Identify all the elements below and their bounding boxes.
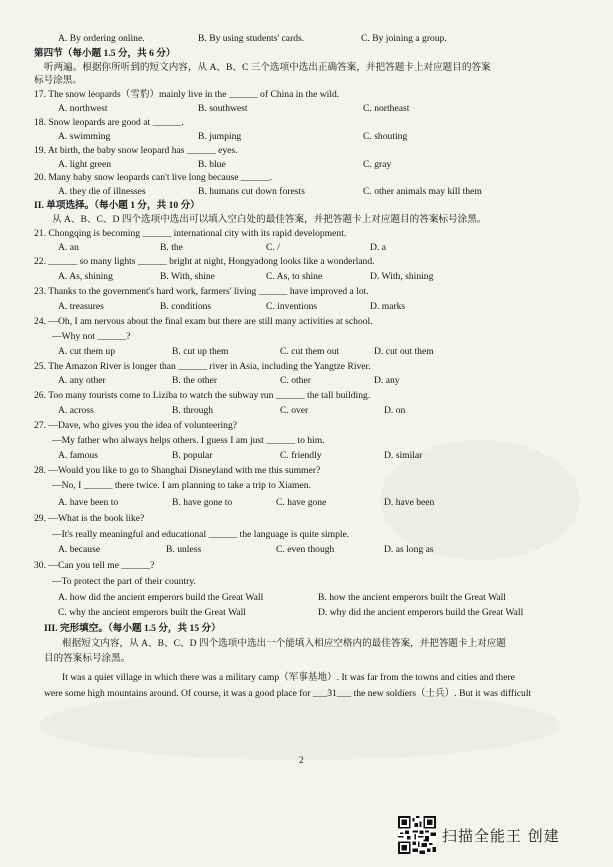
q22-option-b: B. With, shine [160, 271, 215, 282]
top-option-a: A. By ordering online. [58, 33, 145, 44]
question-20-stem: 20. Many baby snow leopards can't live long because ______. [34, 172, 273, 183]
q21-option-a: A. an [58, 242, 79, 253]
question-25-stem: 25. The Amazon River is longer than ______ river in Asia, including the Yangtze River. [34, 361, 371, 372]
question-23-stem: 23. Thanks to the government's hard work, farmers' living ______ have improved a lot. [34, 286, 369, 297]
q22-option-a: A. As, shining [58, 271, 113, 282]
q26-option-d: D. on [384, 405, 406, 416]
q23-option-d: D. marks [370, 301, 406, 312]
question-18-stem: 18. Snow leopards are good at ______. [34, 117, 184, 128]
q17-option-a: A. northwest [58, 103, 108, 114]
scanner-watermark [398, 815, 560, 855]
page-number: 2 [299, 755, 304, 765]
q25-option-b: B. the other [172, 375, 218, 386]
q20-option-a: A. they die of illnesses [58, 186, 146, 197]
q25-option-a: A. any other [58, 375, 106, 386]
q18-option-b: B. jumping [198, 131, 242, 142]
q24-option-d: D. cut out them [374, 346, 434, 357]
q28-option-a: A. have been to [58, 497, 119, 508]
q18-option-a: A. swimming [58, 131, 111, 142]
q17-option-c: C. northeast [363, 103, 410, 114]
section2-instruction: 从 A、B、C、D 四个选项中选出可以填入空白处的最佳答案，并把答题卡上对应题目的答案标号涂黑。 [52, 214, 487, 225]
section4-instruction-line1: 听两遍。根据你所听到的短文内容，从 A、B、C 三个选项中选出正确答案，并把答题卡上对应题目的答案 [44, 62, 491, 73]
q18-option-c: C. shouting [363, 131, 408, 142]
section4-instruction-line2: 标号涂黑。 [34, 75, 82, 86]
q21-option-c: C. / [266, 242, 280, 253]
qr-code-icon [398, 816, 436, 854]
section3-instruction-line1: 根据短文内容，从 A、B、C、D 四个选项中选出一个能填入相应空格内的最佳答案，并把答题卡上对应题 [62, 638, 506, 649]
q23-option-b: B. conditions [160, 301, 212, 312]
q30-option-d: D. why did the ancient emperors build the Great Wall [318, 607, 524, 618]
q25-option-c: C. other [280, 375, 311, 386]
q23-option-c: C. inventions [266, 301, 318, 312]
q27-option-c: C. friendly [280, 450, 322, 461]
q24-option-b: B. cut up them [172, 346, 229, 357]
q19-option-b: B. blue [198, 159, 226, 170]
passage-line-2: were some high mountains around. Of course, it was a good place for ___31___ the new soldiers（士兵）. But it was difficult [44, 688, 532, 699]
section2-heading: II. 单项选择。（每小题 1 分，共 10 分） [34, 200, 200, 211]
q23-option-a: A. treasures [58, 301, 104, 312]
question-27-reply: —My father who always helps others. I guess I am just ______ to him. [52, 435, 325, 446]
q30-option-c: C. why the ancient emperors built the Great Wall [58, 607, 246, 618]
q29-option-c: C. even though [276, 544, 335, 555]
q28-option-b: B. have gone to [172, 497, 233, 508]
section3-instruction-line2: 目的答案标号涂黑。 [44, 653, 131, 664]
q28-option-c: C. have gone [276, 497, 327, 508]
q22-option-c: C. As, to shine [266, 271, 323, 282]
q20-option-c: C. other animals may kill them [363, 186, 482, 197]
question-21-stem: 21. Chongqing is becoming ______ international city with its rapid development. [34, 228, 347, 239]
question-29-reply: —It's really meaningful and educational ______ the language is quite simple. [52, 529, 350, 540]
q22-option-d: D. With, shining [370, 271, 434, 282]
scanner-watermark-text: 扫描全能王 创建 [442, 826, 560, 845]
q29-option-d: D. as long as [384, 544, 434, 555]
q26-option-b: B. through [172, 405, 214, 416]
q26-option-a: A. across [58, 405, 94, 416]
q30-option-a: A. how did the ancient emperors build the Great Wall [58, 592, 264, 603]
passage-line-1: It was a quiet village in which there was a military camp（军事基地）. It was far from the towns and cities and there [62, 672, 515, 683]
q19-option-a: A. light green [58, 159, 112, 170]
q24-option-a: A. cut them up [58, 346, 116, 357]
q26-option-c: C. over [280, 405, 309, 416]
q27-option-a: A. famous [58, 450, 98, 461]
question-29-stem: 29. —What is the book like? [34, 513, 145, 524]
question-22-stem: 22. ______ so many lights ______ bright at night, Hongyadong looks like a wonderland. [34, 256, 375, 267]
q20-option-b: B. humans cut down forests [198, 186, 305, 197]
q30-option-b: B. how the ancient emperors built the Great Wall [318, 592, 506, 603]
question-24-stem: 24. —Oh, I am nervous about the final exam but there are still many activities at school. [34, 316, 373, 327]
section4-heading: 第四节（每小题 1.5 分，共 6 分） [34, 48, 176, 59]
top-option-b: B. By using students' cards. [198, 33, 305, 44]
q21-option-d: D. a [370, 242, 386, 253]
q24-option-c: C. cut them out [280, 346, 340, 357]
q19-option-c: C. gray [363, 159, 392, 170]
q25-option-d: D. any [374, 375, 400, 386]
top-option-c: C. By joining a group. [361, 33, 447, 44]
section3-heading: III. 完形填空。（每小题 1.5 分，共 15 分） [44, 623, 221, 634]
q17-option-b: B. southwest [198, 103, 248, 114]
question-24-reply: —Why not ______? [52, 331, 131, 342]
question-19-stem: 19. At birth, the baby snow leopard has ______ eyes. [34, 145, 238, 156]
question-26-stem: 26. Too many tourists come to Liziba to watch the subway run ______ the tall building. [34, 390, 371, 401]
q29-option-a: A. because [58, 544, 101, 555]
question-27-stem: 27. —Dave, who gives you the idea of volunteering? [34, 420, 238, 431]
q29-option-b: B. unless [166, 544, 202, 555]
question-28-reply: —No, I ______ there twice. I am planning to take a trip to Xiamen. [52, 480, 311, 491]
question-17-stem: 17. The snow leopards（雪豹）mainly live in the ______ of China in the wild. [34, 89, 340, 100]
question-30-reply: —To protect the part of their country. [52, 576, 196, 587]
q27-option-b: B. popular [172, 450, 213, 461]
q27-option-d: D. similar [384, 450, 423, 461]
q28-option-d: D. have been [384, 497, 435, 508]
question-30-stem: 30. —Can you tell me ______? [34, 560, 155, 571]
q21-option-b: B. the [160, 242, 183, 253]
question-28-stem: 28. —Would you like to go to Shanghai Disneyland with me this summer? [34, 465, 321, 476]
